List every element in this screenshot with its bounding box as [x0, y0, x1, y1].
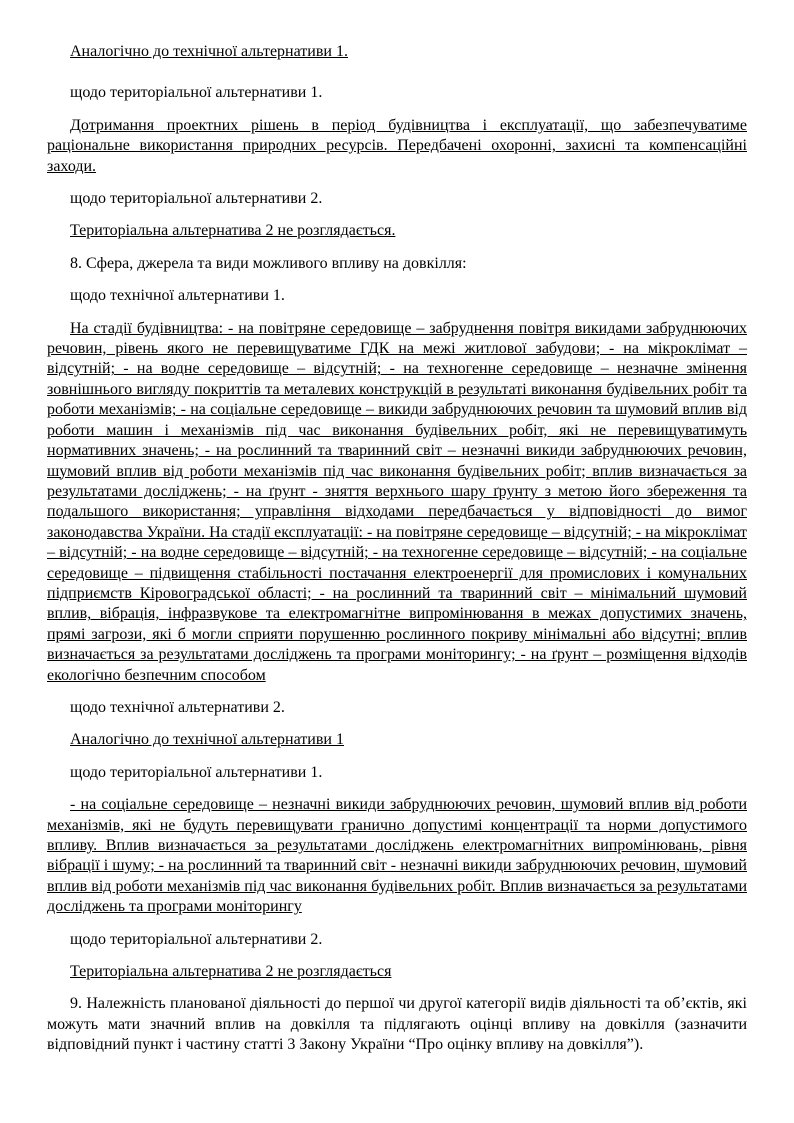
- paragraph-re-territorial-alt-1-repeat: щодо територіальної альтернативи 1.: [70, 763, 323, 781]
- paragraph-section-8-heading: 8. Сфера, джерела та види можливого впливу на довкілля:: [70, 254, 467, 272]
- paragraph-re-territorial-alt-1: щодо територіальної альтернативи 1.: [70, 84, 323, 102]
- paragraph-impact-construction-operation: На стадії будівництва: - на повітряне середовище – забруднення повітря викидами забруднюючих речовин, рівень якого не перевищуватиме ГДК на межі житлової забудови; - на мікроклімат – відсутній; - на водне середовище – відсутній; - на техногенне середовище – незначне змінення зовнішнього вигляду покриттів та металевих конструкцій в результаті виконання будівельних робіт та роботи механізмів; - на соціальне середовище – викиди забруднюючих речовин та шумовий вплив від роботи машин і механізмів під час виконання будівельних робіт, які не перевищуватимуть нормативних значень; - на рослинний та тваринний світ – незначні викиди забруднюючих речовин, шумовий вплив від роботи механізмів під час виконання будівельних робіт; вплив визначається за результатами досліджень; - на ґрунт - зняття верхнього шару ґрунту з метою його збереження та подальшого використання; управління відходами передбачається у відповідності до вимог законодавства України. На стадії експлуатації: - на повітряне середовище – відсутній; - на мікроклімат – відсутній; - на водне середовище – відсутній; - на техногенне середовище – відсутній; - на соціальне середовище – підвищення стабільності постачання електроенергії для промислових і комунальних підприємств Кіровоградської області; - на рослинний та тваринний світ – мінімальний шумовий вплив, вібрація, інфразвукове та електромагнітне випромінювання в межах допустимих значень, прямі загрози, які б могли сприяти порушенню рослинного покриву мінімальні або відсутні; вплив визначається за результатами досліджень та програми моніторингу; - на ґрунт – розміщення відходів екологічно безпечним способом: [47, 319, 747, 684]
- paragraph-impact-territorial-alt-1: - на соціальне середовище – незначні викиди забруднюючих речовин, шумовий вплив від роботи механізмів, які не будуть перевищувати гранично допустимі концентрації та норми допустимого впливу. Вплив визначається за результатами досліджень електромагнітних випромінювань, рівня вібрації і шуму; - на рослинний та тваринний світ - незначні викиди забруднюючих речовин, шумовий вплив від роботи механізмів під час виконання будівельних робіт. Вплив визначається за результатами досліджень та програми моніторингу: [47, 796, 747, 916]
- paragraph-analogous-technical-alt-1: Аналогічно до технічної альтернативи 1.: [70, 43, 348, 60]
- paragraph-project-decisions-compliance: Дотримання проектних рішень в період будівництва і експлуатації, що забезпечуватиме раціональне використання природних ресурсів. Передбачені охоронні, захисні та компенсаційні заходи.: [47, 116, 747, 175]
- paragraph-analogous-technical-alt-1-repeat: Аналогічно до технічної альтернативи 1: [70, 731, 344, 749]
- paragraph-re-territorial-alt-2-repeat: щодо територіальної альтернативи 2.: [70, 930, 323, 948]
- paragraph-territorial-alt-2-not-considered: Територіальна альтернатива 2 не розглядається.: [70, 222, 396, 240]
- paragraph-section-9: 9. Належність планованої діяльності до першої чи другої категорії видів діяльності та об’єктів, які можуть мати значний вплив на довкілля та підлягають оцінці впливу на довкілля (зазначити відповідний пункт і частину статті 3 Закону України “Про оцінку впливу на довкілля”).: [47, 995, 747, 1054]
- paragraph-territorial-alt-2-not-considered-repeat: Територіальна альтернатива 2 не розглядається: [70, 963, 392, 981]
- paragraph-re-territorial-alt-2: щодо територіальної альтернативи 2.: [70, 190, 323, 208]
- paragraph-re-technical-alt-2: щодо технічної альтернативи 2.: [70, 698, 285, 716]
- paragraph-re-technical-alt-1: щодо технічної альтернативи 1.: [70, 287, 285, 305]
